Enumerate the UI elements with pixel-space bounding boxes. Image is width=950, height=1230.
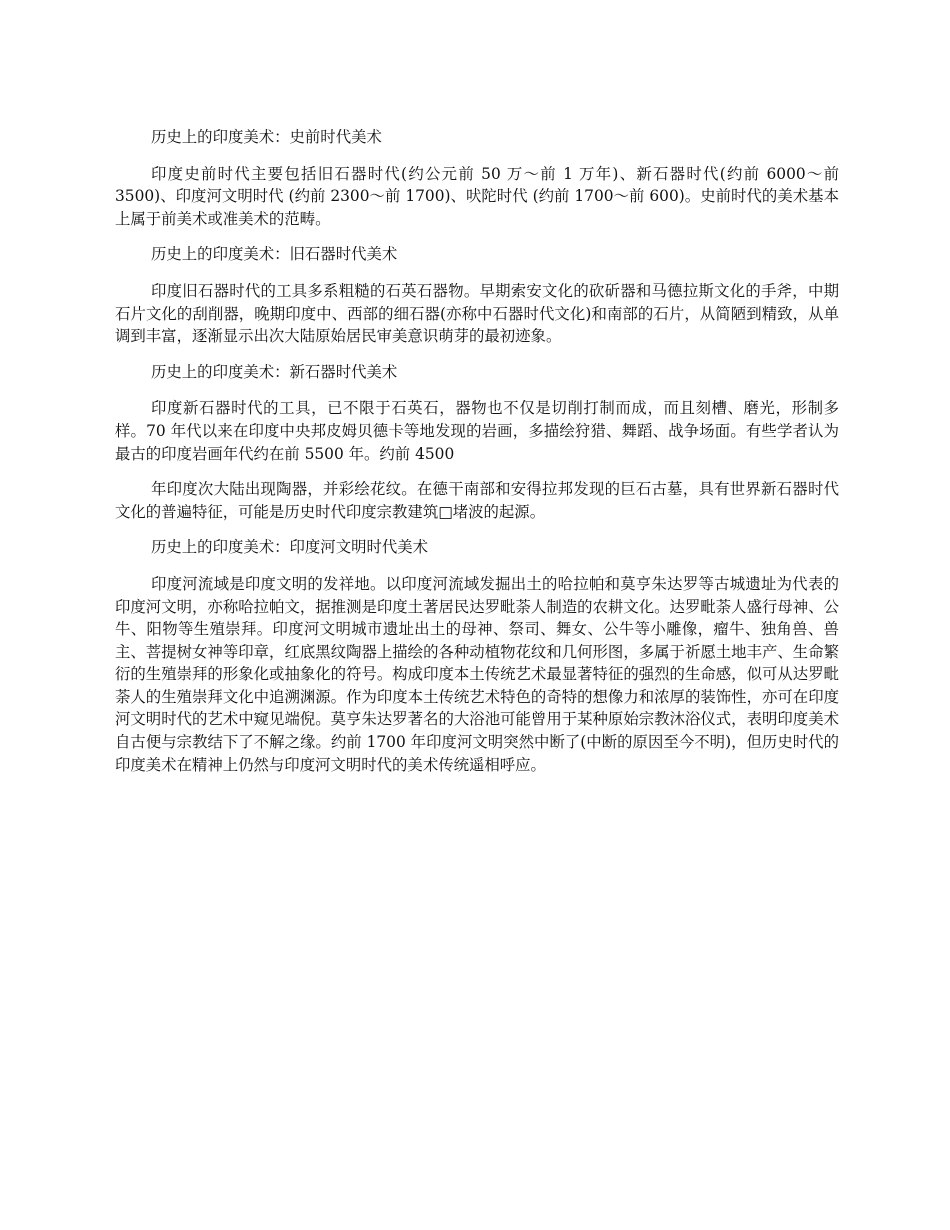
section-heading-indus: 历史上的印度美术：印度河文明时代美术: [151, 538, 429, 557]
section-heading-prehistoric: 历史上的印度美术：史前时代美术: [151, 128, 382, 146]
section-heading-paleolithic: 历史上的印度美术：旧石器时代美术: [151, 245, 398, 264]
paragraph-paleolithic: 印度旧石器时代的工具多系粗糙的石英石器物。早期索安文化的砍斫器和马德拉斯文化的手斧，中期石片文化的刮削器，晚期印度中、西部的细石器(亦称中石器时代文化)和南部的石片，从简陋到精致，从单调到丰富，逐渐显示出次大陆原始居民审美意识萌芽的最初迹象。: [115, 281, 839, 346]
paragraph-neolithic-1: 印度新石器时代的工具，已不限于石英石，器物也不仅是切削打制而成，而且刻槽、磨光，形制多样。70 年代以来在印度中央邦皮姆贝德卡等地发现的岩画，多描绘狩猎、舞蹈、战争场面。有些学者认为最古的印度岩画年代约在前 5500 年。约前 4500: [115, 399, 839, 463]
paragraph-prehistoric: 印度史前时代主要包括旧石器时代(约公元前 50 万～前 1 万年)、新石器时代(约前 6000～前 3500)、印度河文明时代 (约前 2300～前 1700)、吠陀时代 (约前 1700～前 600)。史前时代的美术基本上属于前美术或准美术的范畴。: [115, 164, 839, 228]
paragraph-indus: 印度河流域是印度文明的发祥地。以印度河流域发掘出土的哈拉帕和莫亨朱达罗等古城遗址为代表的印度河文明，亦称哈拉帕文，据推测是印度土著居民达罗毗荼人制造的农耕文化。达罗毗荼人盛行母神、公牛、阳物等生殖崇拜。印度河文明城市遗址出土的母神、祭司、舞女、公牛等小雕像，瘤牛、独角兽、兽主、菩提树女神等印章，红底黑纹陶器上描绘的各种动植物花纹和几何形图，多属于祈愿土地丰产、生命繁衍的生殖崇拜的形象化或抽象化的符号。构成印度本土传统艺术最显著特征的强烈的生命感，似可从达罗毗荼人的生殖崇拜文化中追溯渊源。作为印度本土传统艺术特色的奇特的想像力和浓厚的装饰性，亦可在印度河文明时代的艺术中窥见端倪。莫亨朱达罗著名的大浴池可能曾用于某种原始宗教沐浴仪式，表明印度美术自古便与宗教结下了不解之缘。约前 1700 年印度河文明突然中断了(中断的原因至今不明)，但历史时代的印度美术在精神上仍然与印度河文明时代的美术传统遥相呼应。: [115, 574, 839, 774]
section-heading-neolithic: 历史上的印度美术：新石器时代美术: [151, 362, 398, 381]
document-page: [115, 126, 839, 789]
paragraph-neolithic-2: 年印度次大陆出现陶器，并彩绘花纹。在德干南部和安得拉邦发现的巨石古墓，具有世界新石器时代文化的普遍特征，可能是历史时代印度宗教建筑□堵波的起源。: [115, 480, 839, 521]
